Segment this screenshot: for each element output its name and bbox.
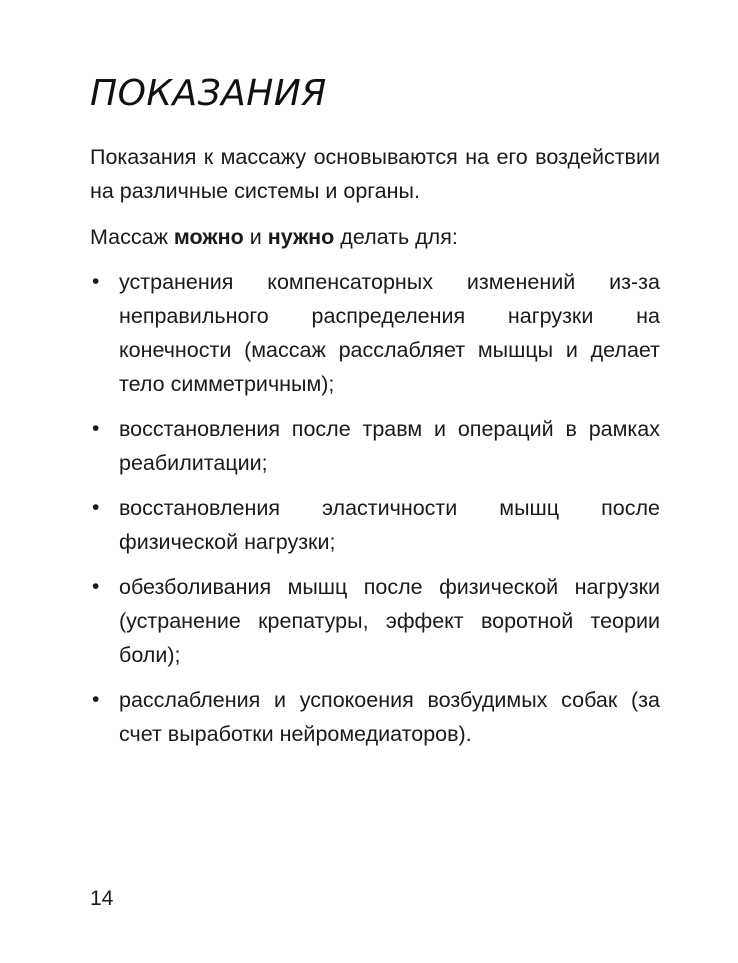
list-item [90, 412, 660, 480]
lead-bold-need: нужно [267, 225, 335, 249]
intro-paragraph: Показания к массажу основываются на его воздействии на различные системы и органы. [90, 145, 660, 203]
list-item-text: обезболивания мышц после физической нагрузки (устранение крепатуры, эффект воротной теории боли); [119, 575, 660, 667]
lead-middle: и [243, 225, 268, 249]
bullet-icon: • [92, 270, 100, 293]
bullet-icon: • [92, 417, 100, 440]
list-item-text: восстановления эластичности мышц после физической нагрузки; [119, 496, 660, 554]
list-item [90, 265, 660, 401]
lead-suffix: делать для: [334, 225, 458, 249]
list-item [90, 570, 660, 672]
lead-paragraph [90, 220, 660, 254]
bullet-icon: • [92, 575, 100, 598]
page-content [90, 140, 660, 762]
list-item [90, 491, 660, 559]
page-title: ПОКАЗАНИЯ [90, 73, 327, 114]
list-item-text: расслабления и успокоения возбудимых собак (за счет выработки нейромедиаторов). [119, 688, 660, 746]
lead-bold-can: можно [173, 225, 244, 249]
page-number: 14 [90, 887, 114, 910]
list-item [90, 683, 660, 751]
indications-list [90, 265, 660, 751]
list-item-text: восстановления после травм и операций в рамках реабилитации; [119, 417, 660, 475]
bullet-icon: • [92, 496, 100, 519]
lead-prefix: Массаж [90, 225, 174, 249]
bullet-icon: • [92, 688, 100, 711]
list-item-text: устранения компенсаторных изменений из-за неправильного распределения нагрузки на конечности (массаж расслабляет мышцы и делает тело симметричным); [119, 270, 660, 396]
